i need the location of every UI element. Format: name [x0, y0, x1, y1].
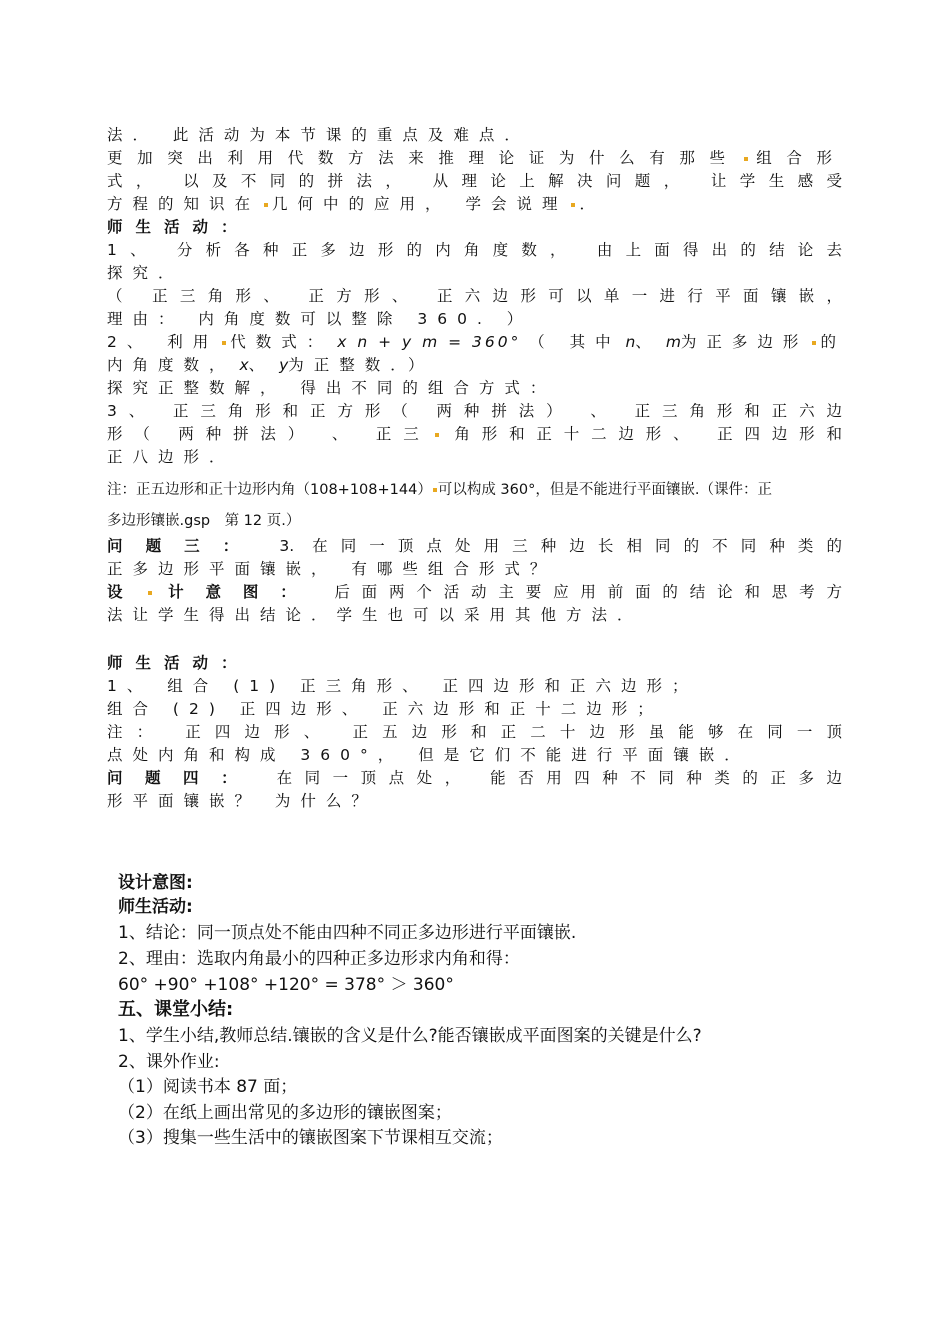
text-line: 注： 正四边形、 正五边形和正二十边形虽能够在同一顶: [107, 723, 842, 741]
text-line: 2、理由：选取内角最小的四种正多边形求内角和得：: [118, 949, 520, 969]
text-line: 形（ 两种拼法） 、 正三 角形和正十二边形、 正四边形和: [107, 425, 842, 443]
text-line: 问题四： 在同一顶点处， 能否用四种不同种类的正多边: [107, 769, 842, 787]
marker-dot: [148, 591, 152, 595]
text-line: （ 正三角形、 正方形、 正六边形可以单一进行平面镶嵌，: [107, 287, 842, 305]
text-line: 法． 此活动为本节课的重点及难点．: [107, 126, 530, 144]
section-heading: 师生活动：: [107, 654, 250, 672]
section-heading: 师生活动：: [107, 218, 250, 236]
marker-dot: [222, 341, 226, 345]
text-line: 内角度数， x、 y为正整数．）: [107, 356, 434, 374]
marker-dot: [433, 488, 437, 492]
text-line: 法让学生得出结论．学生也可以采用其他方法．: [107, 606, 643, 624]
list-item: （3）搜集一些生活中的镶嵌图案下节课相互交流；: [118, 1128, 503, 1148]
formula-line: 60° +90° +108° +120° = 378° ＞ 360°: [118, 975, 454, 995]
text-line: 2、课外作业:: [118, 1052, 220, 1072]
text-line: 1、结论：同一顶点处不能由四种不同正多边形进行平面镶嵌.: [118, 923, 577, 943]
text-line: 探究．: [107, 264, 184, 282]
note-line: 多边形镶嵌.gsp 第 12 页.）: [107, 513, 301, 529]
text-line: 问题三： 3. 在同一顶点处用三种边长相同的不同种类的: [107, 537, 842, 555]
question-label: 问题三：: [107, 537, 262, 555]
text-line: 3、 正三角形和正方形（ 两种拼法） 、 正三角形和正六边: [107, 402, 842, 420]
question-label: 问题四：: [107, 769, 260, 787]
text-line: 1、 分析各种正多边形的内角度数， 由上面得出的结论去: [107, 241, 842, 259]
text-line: 设 计意图： 后面两个活动主要应用前面的结论和思考方: [107, 583, 842, 601]
section-heading: 设计意图:: [118, 873, 193, 893]
text-line: 1、 组合 (1) 正三角形、 正四边形和正六边形；: [107, 677, 698, 695]
section-heading: 五、课堂小结:: [118, 999, 234, 1020]
section-heading: 师生活动:: [118, 897, 193, 917]
text-line: 更加突出利用代数方法来推理论证为什么有那些 组合形: [107, 149, 842, 167]
list-item: （2）在纸上画出常见的多边形的镶嵌图案；: [118, 1103, 452, 1123]
text-line: 点处内角和构成 360°， 但是它们不能进行平面镶嵌．: [107, 746, 750, 764]
text-line: 形平面镶嵌？ 为什么？: [107, 792, 377, 810]
marker-dot: [264, 203, 268, 207]
text-line: 探究正整数解， 得出不同的组合方式：: [107, 379, 556, 397]
marker-dot: [812, 341, 816, 345]
text-line: 正多边形平面镶嵌， 有哪些组合形式？: [107, 560, 556, 578]
text-line: 组合 (2) 正四边形、 正六边形和正十二边形；: [107, 700, 663, 718]
list-item: （1）阅读书本 87 面；: [118, 1077, 298, 1097]
marker-dot: [571, 203, 575, 207]
marker-dot: [744, 157, 748, 161]
marker-dot: [435, 433, 439, 437]
text-line: 方程的知识在 几何中的应用， 学会说理 ．: [107, 195, 605, 213]
note-line: 注：正五边形和正十边形内角（108+108+144） 可以构成 360°，但是不能进行平面镶嵌.（课件：正: [107, 482, 772, 498]
text-line: 正八边形．: [107, 448, 235, 466]
text-line: 式， 以及不同的拼法， 从理论上解决问题， 让学生感受: [107, 172, 842, 190]
text-line: 理由： 内角度数可以整除 360. ）: [107, 310, 533, 328]
text-line: 2、 利用 代数式： x n + y m = 360° （ 其中 n、 m为正多边形 的: [107, 333, 836, 351]
text-line: 1、学生小结,教师总结.镶嵌的含义是什么?能否镶嵌成平面图案的关键是什么?: [118, 1026, 702, 1046]
